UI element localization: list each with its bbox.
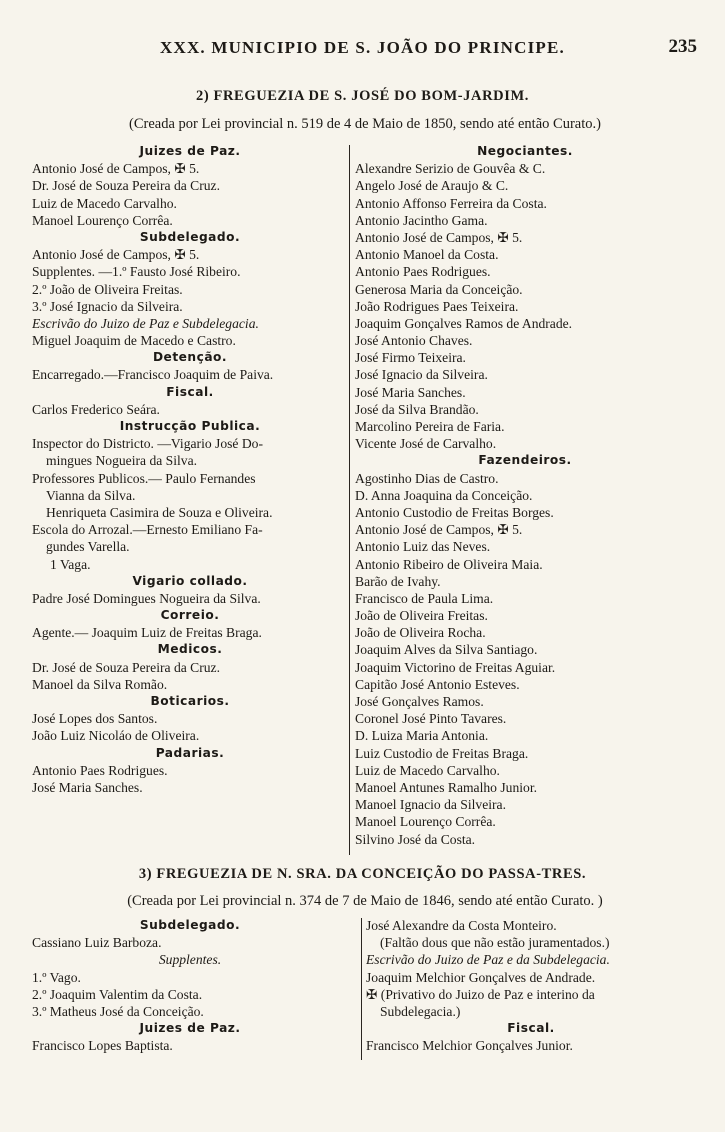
italic-line: Escrivão do Juizo de Paz e Subdelegacia. <box>32 315 259 331</box>
page-number: 235 <box>668 36 697 57</box>
entry-line: Luiz Custodio de Freitas Braga. <box>355 745 529 761</box>
entry-line: Luiz de Macedo Carvalho. <box>355 762 500 778</box>
entry-line: Vicente José de Carvalho. <box>355 436 497 452</box>
entry-line: Encarregado.—Francisco Joaquim de Paiva. <box>32 367 274 383</box>
section-3-subtitle: (Creada por Lei provincial n. 374 de 7 de Maio de 1846, sendo até então Curato. ) <box>127 893 603 909</box>
entry-line: Antonio Jacintho Gama. <box>355 212 488 228</box>
entry-line: ✠ (Privativo do Juizo de Paz e interino da <box>366 986 595 1002</box>
entry-line: Antonio José de Campos, ✠ 5. <box>355 522 523 538</box>
italic-heading: Supplentes. <box>158 952 222 968</box>
continued-line: Henriqueta Casimira de Souza e Oliveira. <box>46 504 273 520</box>
entry-line: Supplentes. —1.º Fausto José Ribeiro. <box>32 264 241 280</box>
entry-line: Generosa Maria da Conceição. <box>355 281 523 297</box>
continued-line: Vianna da Silva. <box>46 487 136 503</box>
entry-line: 2.º João de Oliveira Freitas. <box>32 281 183 297</box>
column-divider <box>361 918 362 1060</box>
entry-line: João Rodrigues Paes Teixeira. <box>355 298 519 314</box>
entry-line: Francisco de Paula Lima. <box>355 590 494 606</box>
entry-line: Joaquim Victorino de Freitas Aguiar. <box>355 659 556 675</box>
italic-line: Escrivão do Juizo de Paz e da Subdelegacia. <box>366 952 610 968</box>
entry-line: Antonio José de Campos, ✠ 5. <box>355 229 523 245</box>
entry-line: Joaquim Gonçalves Ramos de Andrade. <box>355 315 573 331</box>
entry-line: Antonio Custodio de Freitas Borges. <box>355 504 554 520</box>
entry-line: Marcolino Pereira de Faria. <box>355 419 505 434</box>
entry-line: Professores Publicos.— Paulo Fernandes <box>32 470 256 486</box>
section-3-right-column <box>366 917 696 1055</box>
section-heading: Correio. <box>160 608 220 623</box>
entry-line: José Alexandre da Costa Monteiro. <box>366 918 557 933</box>
entry-line: Inspector do Districto. —Vigario José Do- <box>32 436 263 452</box>
section-heading: Juizes de Paz. <box>139 144 241 158</box>
entry-line: Agente.— Joaquim Luiz de Freitas Braga. <box>32 625 262 641</box>
entry-line: Manoel da Silva Romão. <box>32 676 168 692</box>
section-heading: Medicos. <box>157 642 223 657</box>
section-heading: Vigario collado. <box>132 573 248 588</box>
section-heading: Fazendeiros. <box>478 453 572 468</box>
column-divider <box>349 145 350 855</box>
entry-line: João Luiz Nicoláo de Oliveira. <box>32 728 200 744</box>
entry-line: Agostinho Dias de Castro. <box>355 470 499 486</box>
entry-line: José Firmo Teixeira. <box>355 350 466 366</box>
entry-line: 3.º Matheus José da Conceição. <box>32 1003 204 1019</box>
entry-line: Antonio José de Campos, ✠ 5. <box>32 161 200 177</box>
section-3-left-column <box>32 917 348 1055</box>
entry-line: D. Luiza Maria Antonia. <box>355 728 489 744</box>
entry-line: Angelo José de Araujo & C. <box>355 178 509 194</box>
entry-line: José Maria Sanches. <box>355 384 466 400</box>
entry-line: 2.º Joaquim Valentim da Costa. <box>32 986 203 1002</box>
entry-line: José Gonçalves Ramos. <box>355 694 484 709</box>
entry-line: Manoel Lourenço Corrêa. <box>32 212 173 228</box>
section-heading: Boticarios. <box>150 694 230 708</box>
entry-line: João de Oliveira Freitas. <box>355 608 488 624</box>
entry-line: José Antonio Chaves. <box>355 333 473 349</box>
continued-line: Subdelegacia.) <box>380 1003 461 1019</box>
continued-line: mingues Nogueira da Silva. <box>46 453 198 469</box>
section-heading: Fiscal. <box>166 384 214 399</box>
entry-line: Manoel Lourenço Corrêa. <box>355 814 496 830</box>
entry-line: Manoel Antunes Ramalho Junior. <box>355 779 537 795</box>
entry-line: Barão de Ivahy. <box>355 573 441 589</box>
entry-line: Joaquim Melchior Gonçalves de Andrade. <box>366 969 596 985</box>
entry-line: Carlos Frederico Seára. <box>32 401 160 417</box>
section-2-title: 2) FREGUEZIA DE S. JOSÉ DO BOM-JARDIM. <box>196 88 529 104</box>
continued-line: gundes Varella. <box>46 539 130 555</box>
section-heading: Subdelegado. <box>139 229 241 244</box>
section-2-left-column <box>32 143 348 796</box>
entry-line: Antonio Paes Rodrigues. <box>355 264 491 280</box>
entry-line: Antonio Paes Rodrigues. <box>32 762 168 778</box>
entry-line: Antonio Manoel da Costa. <box>355 247 499 263</box>
entry-line: José Maria Sanches. <box>32 779 143 795</box>
section-heading: Padarias. <box>155 745 225 760</box>
section-2-right-column <box>355 143 695 848</box>
section-heading: Juizes de Paz. <box>139 1021 241 1036</box>
section-heading: Instrucção Publica. <box>119 419 261 433</box>
entry-line: Escola do Arrozal.—Ernesto Emiliano Fa- <box>32 522 263 538</box>
entry-line: Antonio Luiz das Neves. <box>355 539 491 555</box>
section-heading: Fiscal. <box>507 1021 555 1036</box>
entry-line: Francisco Lopes Baptista. <box>32 1038 173 1054</box>
entry-line: Capitão José Antonio Esteves. <box>355 676 520 692</box>
section-2-subtitle: (Creada por Lei provincial n. 519 de 4 de Maio de 1850, sendo até então Curato.) <box>129 116 601 132</box>
section-heading: Subdelegado. <box>139 918 241 932</box>
entry-line: 1.º Vago. <box>32 969 81 985</box>
entry-line: Miguel Joaquim de Macedo e Castro. <box>32 333 236 349</box>
entry-line: Luiz de Macedo Carvalho. <box>32 195 177 211</box>
entry-line: Cassiano Luiz Barboza. <box>32 935 162 951</box>
entry-line: Dr. José de Souza Pereira da Cruz. <box>32 178 220 194</box>
running-header: XXX. MUNICIPIO DE S. JOÃO DO PRINCIPE. <box>160 38 565 57</box>
entry-line: Alexandre Serizio de Gouvêa & C. <box>355 161 546 177</box>
section-3-title: 3) FREGUEZIA DE N. SRA. DA CONCEIÇÃO DO PASSA-TRES. <box>138 866 587 882</box>
continued-line: (Faltão dous que não estão juramentados.) <box>380 935 610 951</box>
entry-line: 3.º José Ignacio da Silveira. <box>32 298 183 314</box>
entry-line: Padre José Domingues Nogueira da Silva. <box>32 590 261 606</box>
continued-line: 1 Vaga. <box>50 556 91 572</box>
entry-line: Coronel José Pinto Tavares. <box>355 711 507 727</box>
entry-line: Manoel Ignacio da Silveira. <box>355 797 506 813</box>
entry-line: Joaquim Alves da Silva Santiago. <box>355 642 538 658</box>
entry-line: José da Silva Brandão. <box>355 401 479 417</box>
entry-line: Francisco Melchior Gonçalves Junior. <box>366 1038 573 1054</box>
entry-line: José Lopes dos Santos. <box>32 711 158 727</box>
section-heading: Detenção. <box>152 350 228 365</box>
entry-line: José Ignacio da Silveira. <box>355 367 488 383</box>
entry-line: Antonio José de Campos, ✠ 5. <box>32 247 200 263</box>
entry-line: Antonio Affonso Ferreira da Costa. <box>355 195 547 211</box>
entry-line: Antonio Ribeiro de Oliveira Maia. <box>355 556 543 572</box>
entry-line: Dr. José de Souza Pereira da Cruz. <box>32 659 220 675</box>
section-heading: Negociantes. <box>477 144 573 158</box>
entry-line: João de Oliveira Rocha. <box>355 625 486 641</box>
entry-line: D. Anna Joaquina da Conceição. <box>355 487 533 503</box>
entry-line: Silvino José da Costa. <box>355 831 476 847</box>
